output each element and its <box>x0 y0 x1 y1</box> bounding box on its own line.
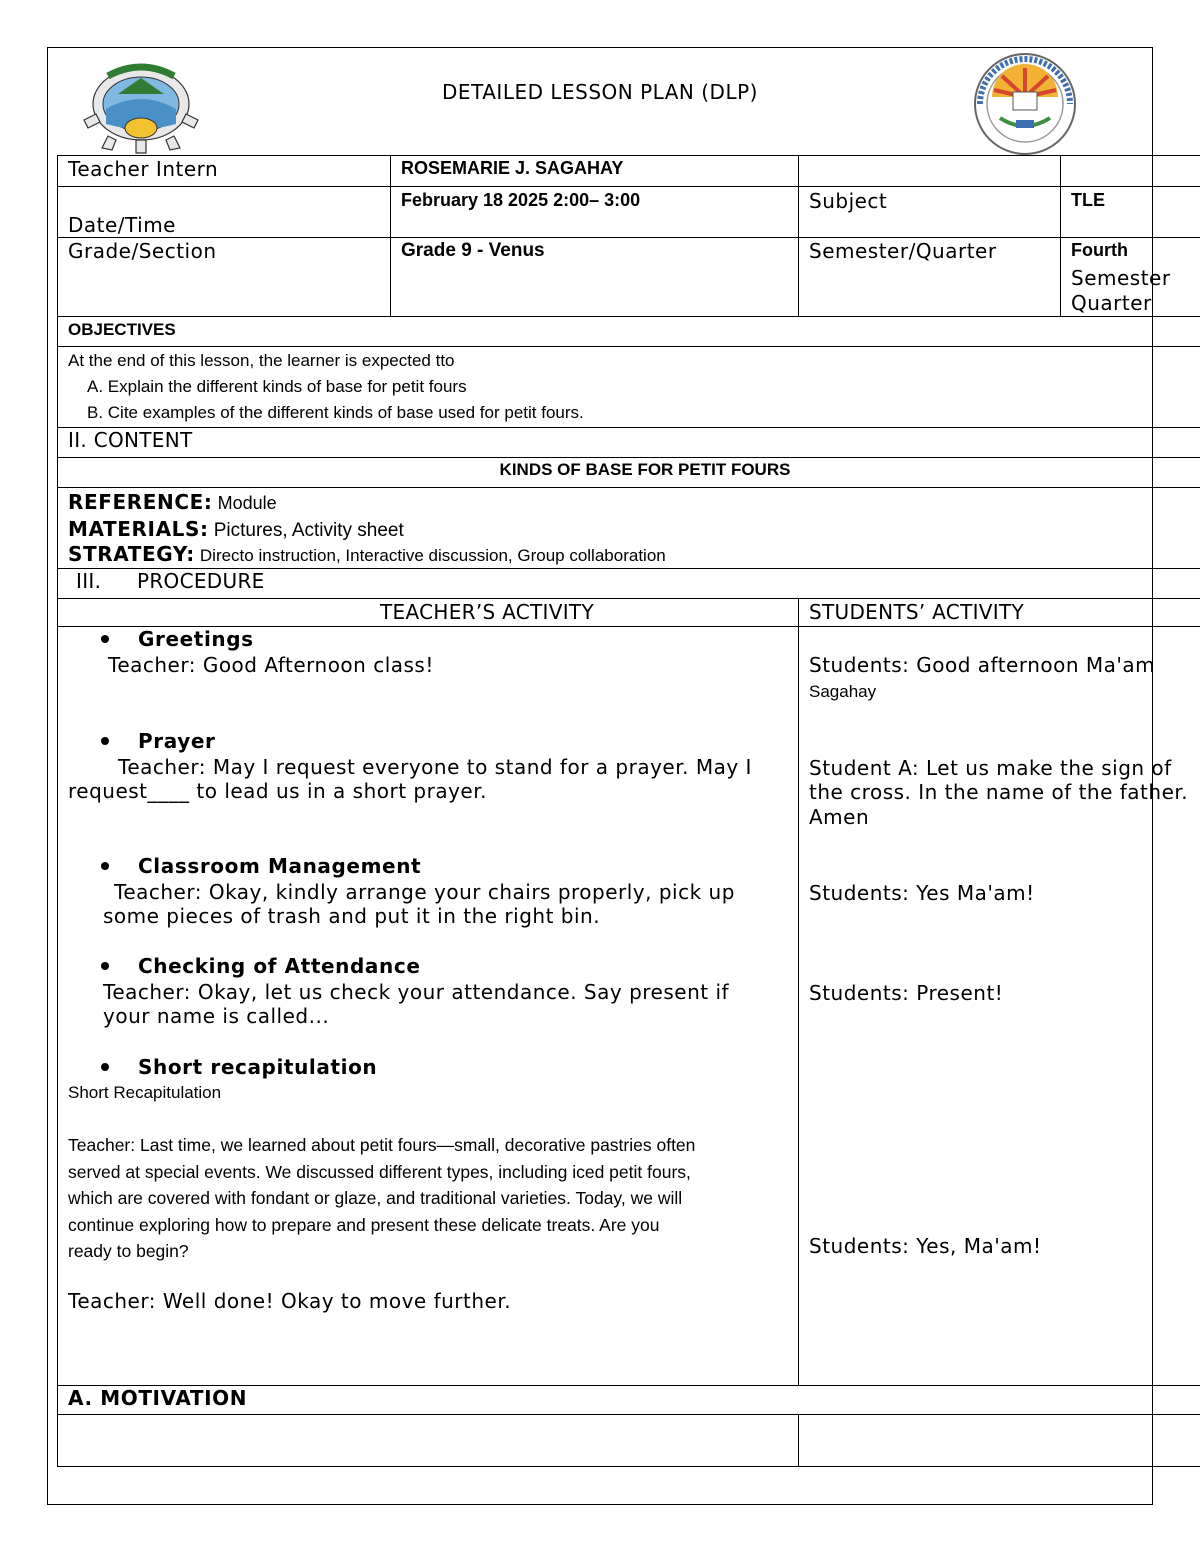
procedure-heading: PROCEDURE <box>137 569 265 593</box>
semester-value-line2: Semester <box>1071 266 1171 290</box>
bullet-icon <box>101 635 109 643</box>
reference-label: REFERENCE: <box>68 490 213 514</box>
date-time-label: Date/Time <box>68 213 176 237</box>
prayer-students-line3: Amen <box>809 805 870 829</box>
content-topic: KINDS OF BASE FOR PETIT FOURS <box>499 460 791 479</box>
materials-value: Pictures, Activity sheet <box>213 520 404 541</box>
materials-row <box>68 517 404 542</box>
teacher-intern-value: ROSEMARIE J. SAGAHAY <box>401 158 624 178</box>
bullet-icon <box>101 1063 109 1071</box>
recap-teacher-paragraph <box>68 1132 695 1265</box>
strategy-row <box>68 542 666 566</box>
recap-teacher-line: ready to begin? <box>68 1241 189 1261</box>
document-title: DETAILED LESSON PLAN (DLP) <box>442 80 758 104</box>
recap-teacher-line: which are covered with fondant or glaze, and traditional varieties. Today, we will <box>68 1188 683 1208</box>
objective-b: B. Cite examples of the different kinds of base used for petit fours. <box>87 403 584 422</box>
reference-row <box>68 490 277 514</box>
greetings-students-line2: Sagahay <box>809 682 877 701</box>
school-seal-logo-right <box>970 52 1080 156</box>
prayer-students-line1: Student A: Let us make the sign of <box>809 756 1172 780</box>
reference-value: Module <box>217 493 277 513</box>
date-time-value: February 18 2025 2:00– 3:00 <box>401 190 641 210</box>
subject-value: TLE <box>1071 190 1105 210</box>
school-seal-logo-left <box>78 54 204 154</box>
bullet-icon <box>101 862 109 870</box>
teacher-activity-header: TEACHER’S ACTIVITY <box>380 600 594 624</box>
grade-section-value: Grade 9 - Venus <box>401 240 545 261</box>
semester-value-line1: Fourth <box>1071 240 1128 260</box>
objective-a: A. Explain the different kinds of base for petit fours <box>87 377 467 396</box>
grade-section-label: Grade/Section <box>68 239 217 263</box>
management-teacher-line1: Teacher: Okay, kindly arrange your chairs properly, pick up <box>114 880 735 904</box>
objectives-heading: OBJECTIVES <box>68 320 176 339</box>
semester-quarter-label: Semester/Quarter <box>809 239 997 263</box>
attendance-students: Students: Present! <box>809 981 1004 1005</box>
attendance-teacher-line2: your name is called... <box>103 1004 330 1028</box>
students-activity-header: STUDENTS’ ACTIVITY <box>809 600 1024 624</box>
recap-teacher-followup: Teacher: Well done! Okay to move further. <box>68 1289 512 1313</box>
procedure-number: III. <box>76 569 102 593</box>
subject-label: Subject <box>809 189 888 213</box>
attendance-title: Checking of Attendance <box>138 954 421 978</box>
attendance-teacher-line1: Teacher: Okay, let us check your attendance. Say present if <box>103 980 730 1004</box>
recap-teacher-line: served at special events. We discussed different types, including iced petit fours, <box>68 1161 691 1182</box>
prayer-students-line2: the cross. In the name of the father. <box>809 780 1189 804</box>
management-title: Classroom Management <box>138 854 422 878</box>
prayer-title: Prayer <box>138 729 216 753</box>
recap-teacher-line: continue exploring how to prepare and present these delicate treats. Are you <box>68 1214 660 1235</box>
objectives-intro: At the end of this lesson, the learner is expected tto <box>68 351 455 370</box>
management-teacher-line2: some pieces of trash and put it in the right bin. <box>103 904 601 928</box>
recap-subtitle: Short Recapitulation <box>68 1083 222 1102</box>
strategy-value: Directo instruction, Interactive discussion, Group collaboration <box>199 546 666 565</box>
teacher-intern-label: Teacher Intern <box>68 157 219 181</box>
prayer-teacher-line2: request____ to lead us in a short prayer. <box>68 779 487 803</box>
greetings-title: Greetings <box>138 627 254 651</box>
strategy-label: STRATEGY: <box>68 542 195 566</box>
recap-students: Students: Yes, Ma'am! <box>809 1234 1042 1258</box>
recap-title: Short recapitulation <box>138 1055 378 1079</box>
management-students: Students: Yes Ma'am! <box>809 881 1035 905</box>
bullet-icon <box>101 962 109 970</box>
motivation-heading: A. MOTIVATION <box>68 1386 248 1410</box>
materials-label: MATERIALS: <box>68 517 209 541</box>
content-heading: II. CONTENT <box>68 428 193 452</box>
greetings-students-line1: Students: Good afternoon Ma'am <box>809 653 1156 677</box>
prayer-teacher-line1: Teacher: May I request everyone to stand for a prayer. May I <box>118 755 752 779</box>
greetings-teacher: Teacher: Good Afternoon class! <box>108 653 434 677</box>
bullet-icon <box>101 737 109 745</box>
semester-value-line3: Quarter <box>1071 291 1152 315</box>
recap-teacher-line: Teacher: Last time, we learned about petit fours—small, decorative pastries often <box>68 1135 696 1155</box>
